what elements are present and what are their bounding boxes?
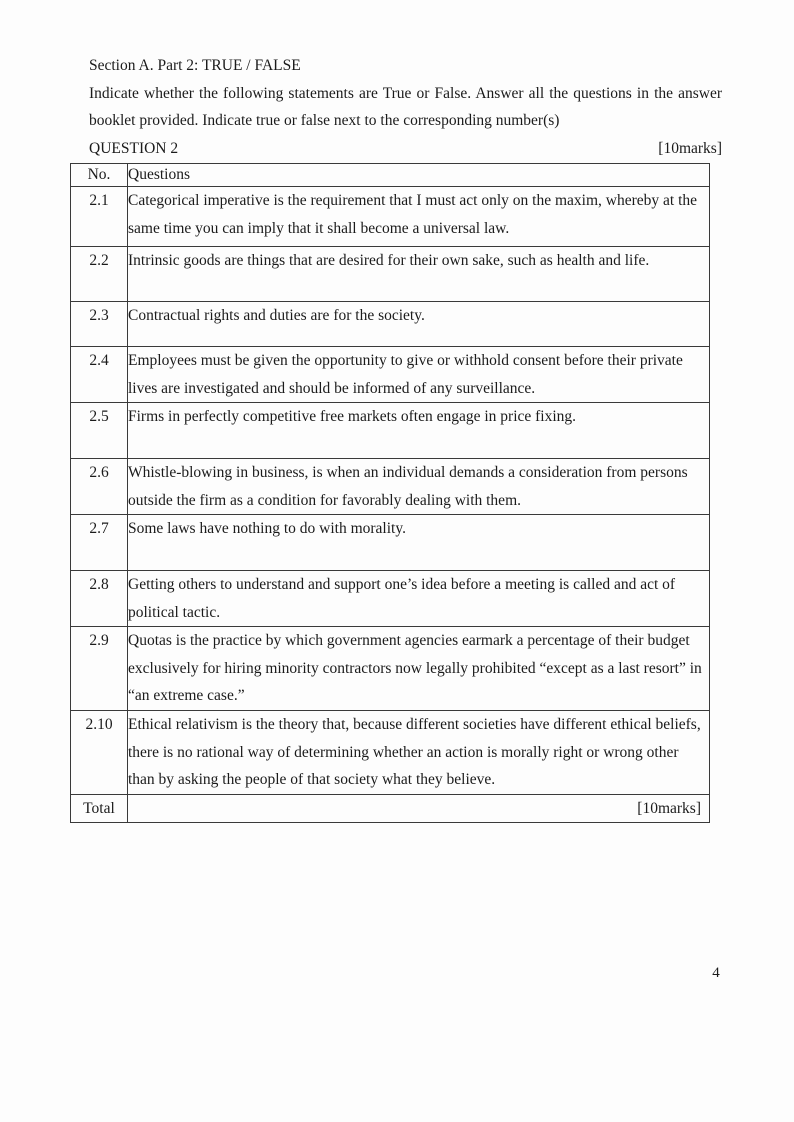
table-row — [71, 302, 710, 347]
table-row — [71, 347, 710, 403]
question-number: 2.3 — [71, 302, 128, 347]
table-row — [71, 571, 710, 627]
question-text: Intrinsic goods are things that are desired for their own sake, such as health and life. — [128, 247, 710, 302]
question-rows — [71, 187, 710, 795]
table-header-row — [71, 164, 710, 187]
question-marks: [10marks] — [658, 139, 722, 157]
question-number: 2.1 — [71, 187, 128, 247]
instructions-paragraph: Indicate whether the following statements are True or False. Answer all the questions in the answer booklet provided. Indicate true or false next to the corresponding number(s) — [89, 84, 722, 129]
table-row — [71, 711, 710, 795]
question-heading-line — [89, 135, 722, 163]
question-text: Employees must be given the opportunity to give or withhold consent before their private lives are investigated and should be informed of any surveillance. — [128, 347, 710, 403]
question-number: 2.10 — [71, 711, 128, 795]
column-header-no: No. — [71, 164, 128, 187]
question-text: Some laws have nothing to do with morality. — [128, 515, 710, 571]
table-row — [71, 459, 710, 515]
question-number: 2.5 — [71, 403, 128, 459]
section-title: Section A. Part 2: TRUE / FALSE — [89, 57, 301, 74]
question-number: 2.4 — [71, 347, 128, 403]
question-number: 2.8 — [71, 571, 128, 627]
table-row — [71, 187, 710, 247]
question-text: Ethical relativism is the theory that, because different societies have different ethical beliefs, there is no rational way of determining whether an action is morally right or wrong other than by asking the people of that society what they believe. — [128, 711, 710, 795]
page-header-block — [89, 52, 722, 162]
question-text: Whistle-blowing in business, is when an individual demands a consideration from persons outside the firm as a condition for favorably dealing with them. — [128, 459, 710, 515]
questions-table-wrap — [70, 163, 709, 823]
total-row — [71, 794, 710, 822]
table-row — [71, 627, 710, 711]
question-number: 2.2 — [71, 247, 128, 302]
question-number: 2.7 — [71, 515, 128, 571]
questions-table — [70, 163, 710, 823]
table-row — [71, 515, 710, 571]
table-row — [71, 403, 710, 459]
question-text: Getting others to understand and support one’s idea before a meeting is called and act of political tactic. — [128, 571, 710, 627]
question-number: 2.6 — [71, 459, 128, 515]
total-label: Total — [71, 794, 128, 822]
column-header-questions: Questions — [128, 164, 710, 187]
page-number: 4 — [712, 965, 720, 981]
question-text: Firms in perfectly competitive free markets often engage in price fixing. — [128, 403, 710, 459]
question-text: Categorical imperative is the requirement that I must act only on the maxim, whereby at the same time you can imply that it shall become a universal law. — [128, 187, 710, 247]
total-marks: [10marks] — [128, 794, 710, 822]
question-text: Contractual rights and duties are for the society. — [128, 302, 710, 347]
question-text: Quotas is the practice by which government agencies earmark a percentage of their budget exclusively for hiring minority contractors now legally prohibited “except as a last resort” in “an extreme case.” — [128, 627, 710, 711]
question-number: 2.9 — [71, 627, 128, 711]
question-label: QUESTION 2 — [89, 139, 179, 157]
table-row — [71, 247, 710, 302]
